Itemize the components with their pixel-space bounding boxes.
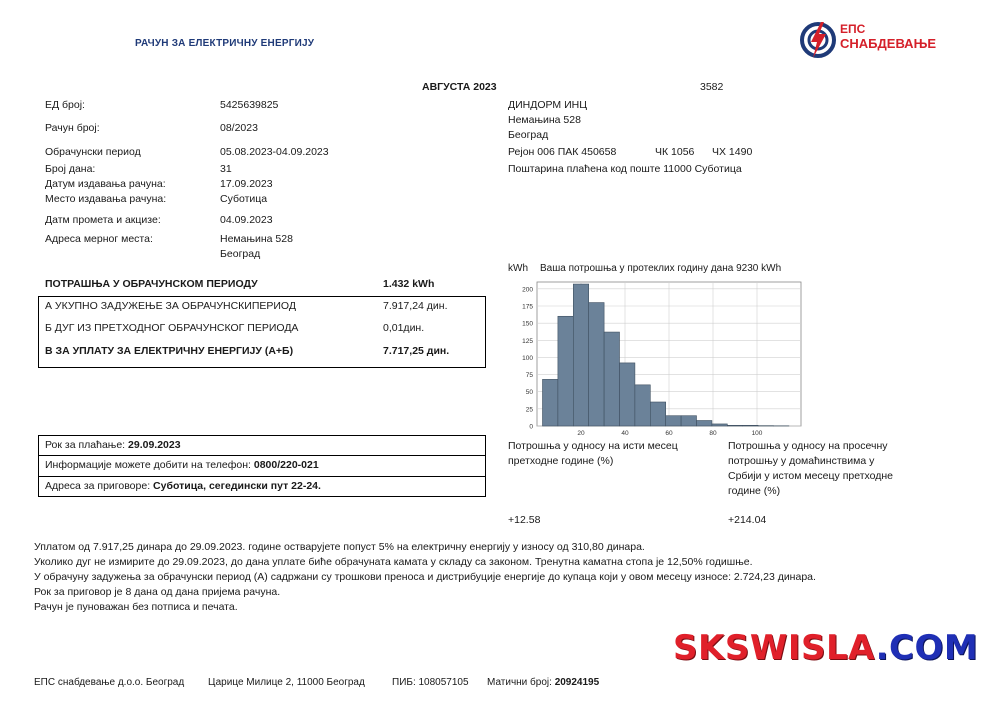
due-row xyxy=(45,439,181,451)
days-value: 31 xyxy=(220,163,232,175)
amounts-box xyxy=(38,296,486,368)
note-line: Рок за приговор је 8 дана од дана пријема рачуна. xyxy=(34,586,281,598)
customer-city: Београд xyxy=(508,129,549,141)
x-tick-label: 40 xyxy=(621,430,629,437)
invoice-value: 08/2023 xyxy=(220,122,258,134)
x-tick-label: 20 xyxy=(577,430,585,437)
y-tick-label: 100 xyxy=(522,354,533,362)
ed-value: 5425639825 xyxy=(220,99,279,111)
postage-note: Поштарина плаћена код поште 11000 Суботица xyxy=(508,163,742,175)
amount-v-value: 7.717,25 дин. xyxy=(383,345,450,357)
prev-year-label-l2: претходне године (%) xyxy=(508,455,614,467)
payment-info-box xyxy=(38,435,486,497)
eps-logo-icon xyxy=(798,20,838,60)
due-value: 29.09.2023 xyxy=(128,439,181,451)
amount-b-label: Б ДУГ ИЗ ПРЕТХОДНОГ ОБРАЧУНСКОГ ПЕРИОДА xyxy=(45,322,299,334)
customer-name: ДИНДОРМ ИНЦ xyxy=(508,99,587,111)
phone-row xyxy=(45,459,319,471)
histogram-bar xyxy=(712,424,727,426)
note-line: Рачун је пуноважан без потписа и печата. xyxy=(34,601,238,613)
complaint-label: Адреса за приговоре: xyxy=(45,480,151,492)
invoice-label: Рачун број: xyxy=(45,122,100,134)
issue-date-label: Датум издавања рачуна: xyxy=(45,178,166,190)
watermark-part1: SKSWISLA xyxy=(673,628,876,668)
complaint-row xyxy=(45,480,321,492)
customer-ck: ЧК 1056 xyxy=(655,146,695,158)
avg-label-l3: Србији у истом месецу претходне xyxy=(728,470,894,482)
y-tick-label: 50 xyxy=(525,389,533,397)
bill-code: 3582 xyxy=(700,81,724,93)
phone-label: Информације можете добити на телефон: xyxy=(45,459,251,471)
meter-address-line2: Београд xyxy=(220,248,261,260)
footer-address: Царице Милице 2, 11000 Београд xyxy=(208,677,365,688)
amount-a-value: 7.917,24 дин. xyxy=(383,300,448,312)
histogram-bar xyxy=(635,385,650,426)
document-title: РАЧУН ЗА ЕЛЕКТРИЧНУ ЕНЕРГИЈУ xyxy=(135,38,315,49)
histogram-bar xyxy=(543,379,558,426)
amount-v-label: В ЗА УПЛАТУ ЗА ЕЛЕКТРИЧНУ ЕНЕРГИЈУ (А+Б) xyxy=(45,345,294,357)
amount-b-value: 0,01дин. xyxy=(383,322,425,334)
histogram-bar xyxy=(620,363,635,426)
meter-address-label: Адреса мерног места: xyxy=(45,233,153,245)
logo-text-bottom: СНАБДЕВАЊЕ xyxy=(840,36,937,51)
histogram-bar xyxy=(727,425,742,426)
footer-pib xyxy=(392,677,469,688)
amount-a-label: А УКУПНО ЗАДУЖЕЊЕ ЗА ОБРАЧУНСКИПЕРИОД xyxy=(45,300,296,312)
y-tick-label: 0 xyxy=(529,423,533,431)
histogram-bar xyxy=(743,425,758,426)
consumption-label: ПОТРАШЊА У ОБРАЧУНСКОМ ПЕРИОДУ xyxy=(45,278,258,290)
complaint-value: Суботица, сегедински пут 22-24. xyxy=(153,480,321,492)
divider xyxy=(39,455,485,456)
avg-value: +214.04 xyxy=(728,514,767,526)
customer-chx: ЧХ 1490 xyxy=(712,146,753,158)
issue-place-value: Суботица xyxy=(220,193,268,205)
consumption-value: 1.432 kWh xyxy=(383,278,435,290)
footer-mb xyxy=(487,677,599,688)
tax-date-label: Датм промета и акцизе: xyxy=(45,214,161,226)
meter-address-line1: Немањина 528 xyxy=(220,233,293,245)
footer-company: ЕПС снабдевање д.о.о. Београд xyxy=(34,677,185,688)
chart-ylabel: kWh xyxy=(508,263,528,274)
watermark xyxy=(673,628,978,668)
footer-mb-value: 20924195 xyxy=(554,677,600,688)
y-tick-label: 150 xyxy=(522,320,533,328)
avg-label-l1: Потрошња у односу на просечну xyxy=(728,440,888,452)
note-line: Уколико дуг не измирите до 29.09.2023, до дана уплате биће обрачуната камата у складу са законом. Тренутна каматна стопа је 12,50% годишње. xyxy=(34,556,753,568)
eps-logo xyxy=(798,18,948,62)
avg-label-l4: године (%) xyxy=(728,485,781,497)
phone-value: 0800/220-021 xyxy=(253,459,319,471)
bill-period: АВГУСТА 2023 xyxy=(422,81,497,93)
period-label: Обрачунски период xyxy=(45,146,141,158)
y-tick-label: 175 xyxy=(522,303,533,311)
histogram-bar xyxy=(604,332,619,426)
x-tick-label: 60 xyxy=(665,430,673,437)
histogram-bar xyxy=(681,416,696,426)
tax-date-value: 04.09.2023 xyxy=(220,214,273,226)
note-line: Уплатом од 7.917,25 динара до 29.09.2023. године остварујете попуст 5% на електричну енергију у износу од 310,80 динара. xyxy=(34,541,645,553)
footer-pib-value: 108057105 xyxy=(418,677,469,688)
y-tick-label: 200 xyxy=(522,286,533,294)
days-label: Број дана: xyxy=(45,163,96,175)
histogram-bar xyxy=(558,316,573,426)
prev-year-label-l1: Потрошња у односу на исти месец xyxy=(508,440,678,452)
consumption-histogram xyxy=(505,276,805,441)
issue-place-label: Место издавања рачуна: xyxy=(45,193,167,205)
x-tick-label: 80 xyxy=(709,430,717,437)
divider xyxy=(39,476,485,477)
customer-region: Рејон 006 ПАК 450658 xyxy=(508,146,617,158)
period-value: 05.08.2023-04.09.2023 xyxy=(220,146,329,158)
logo-text-top: ЕПС xyxy=(840,22,866,36)
footer-pib-label: ПИБ: xyxy=(392,677,416,688)
histogram-bar xyxy=(666,416,681,426)
due-label: Рок за плаћање: xyxy=(45,439,126,451)
avg-label-l2: потрошњу у домаћинствима у xyxy=(728,455,875,467)
y-tick-label: 125 xyxy=(522,337,533,345)
x-tick-label: 100 xyxy=(751,430,763,437)
issue-date-value: 17.09.2023 xyxy=(220,178,273,190)
y-tick-label: 25 xyxy=(525,406,533,414)
watermark-part2: .COM xyxy=(875,628,979,668)
footer-mb-label: Матични број: xyxy=(487,677,552,688)
histogram-bar xyxy=(573,284,588,426)
y-tick-label: 75 xyxy=(525,372,533,380)
ed-label: ЕД број: xyxy=(45,99,85,111)
note-line: У обрачуну задужења за обрачунски период (А) садржани су трошкови преноса и дистрибуције енергије до купаца који у овом месецу износе: 2.724,23 динара. xyxy=(34,571,816,583)
histogram-bar xyxy=(589,303,604,426)
histogram-bar xyxy=(650,402,665,426)
customer-street: Немањина 528 xyxy=(508,114,581,126)
histogram-bar xyxy=(697,421,712,426)
chart-title: Ваша потрошња у протеклих годину дана 9230 kWh xyxy=(540,263,782,274)
prev-year-value: +12.58 xyxy=(508,514,541,526)
